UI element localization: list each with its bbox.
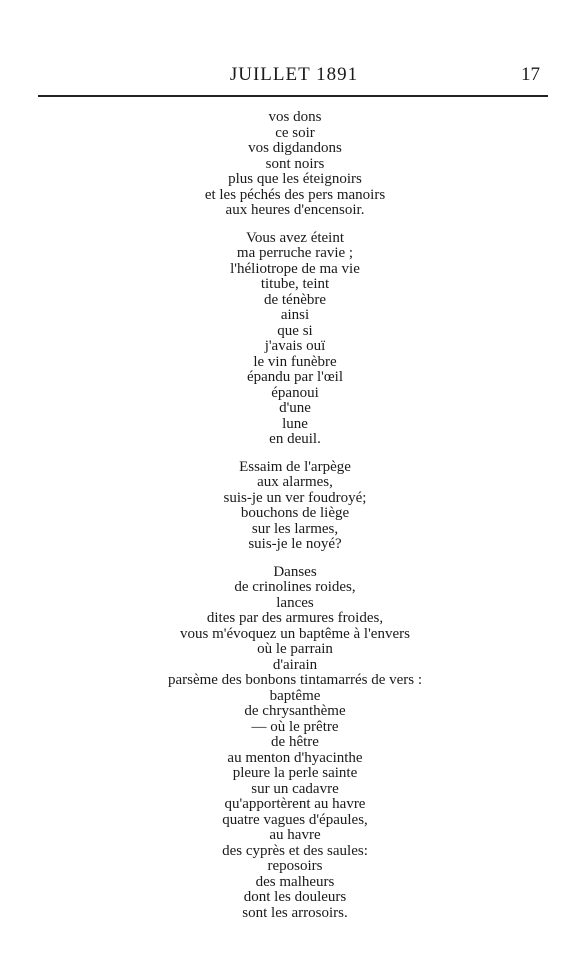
poem-line: aux alarmes, [257,474,333,490]
poem-line: qu'apportèrent au havre [224,796,366,812]
poem-line: de crinolines roides, [234,579,356,595]
header-rule [38,95,548,97]
poem-line: plus que les éteignoirs [228,171,362,187]
poem-line: lances [276,594,314,611]
poem-line: ma perruche ravie ; [236,245,354,261]
poem-line: lune [282,415,308,432]
poem-line: épandu par l'œil [246,369,343,385]
poem-line: titube, teint [260,276,330,292]
poem-line: au havre [269,827,321,843]
page-header [38,58,550,92]
poem-stanza [40,231,550,448]
poem-line: baptême [269,687,321,704]
poem-line: sur les larmes, [251,520,339,537]
poem-line: ce soir [275,124,315,141]
poem-line: sont noirs [265,155,325,172]
poem-line: j'avais ouï [264,338,326,354]
poem-line: bouchons de liège [240,505,350,521]
poem-body [40,110,550,933]
poem-line: que si [277,322,313,339]
poem-line: et les péchés des pers manoirs [204,186,386,203]
poem-line: le vin funèbre [253,353,337,370]
poem-line: en deuil. [269,431,321,447]
page-number: 17 [521,64,540,85]
poem-line: Danses [273,563,317,580]
running-title: JUILLET 1891 [229,64,359,85]
poem-line: de chrysanthème [244,703,346,719]
poem-line: vous m'évoquez un baptême à l'envers [180,625,410,642]
poem-line: aux heures d'encensoir. [225,202,365,218]
poem-line: où le parrain [257,641,333,657]
poem-line: des cyprès et des saules: [222,842,368,859]
poem-line: reposoirs [267,858,323,874]
poem-line: vos dons [268,109,322,125]
poem-line: dont les douleurs [243,889,347,905]
poem-line: suis-je un ver foudroyé; [223,489,367,506]
poem-line: sont les arrosoirs. [242,904,348,921]
poem-line: de ténèbre [263,291,327,308]
poem-line: quatre vagues d'épaules, [222,811,368,828]
poem-line: Vous avez éteint [245,229,345,246]
poem-line: au menton d'hyacinthe [227,749,363,766]
poem-line: suis-je le noyé? [248,536,342,552]
poem-line: l'héliotrope de ma vie [230,260,360,277]
poem-line: vos digdandons [248,140,342,156]
poem-stanza [40,110,550,219]
poem-line: d'airain [272,656,318,673]
poem-line: pleure la perle sainte [232,765,358,781]
poem-line: épanoui [271,384,319,401]
poem-line: ainsi [280,307,310,323]
poem-stanza [40,460,550,553]
poem-line: d'une [279,400,311,416]
poem-line: — où le prêtre [251,718,339,735]
poem-line: de hêtre [271,734,319,750]
poem-line: parsème des bonbons tintamarrés de vers : [167,672,423,688]
poem-line: sur un cadavre [251,780,339,797]
poem-stanza [40,565,550,922]
poem-line: Essaim de l'arpège [239,458,351,475]
poem-line: des malheurs [255,873,335,890]
poem-line: dites par des armures froides, [206,610,384,626]
